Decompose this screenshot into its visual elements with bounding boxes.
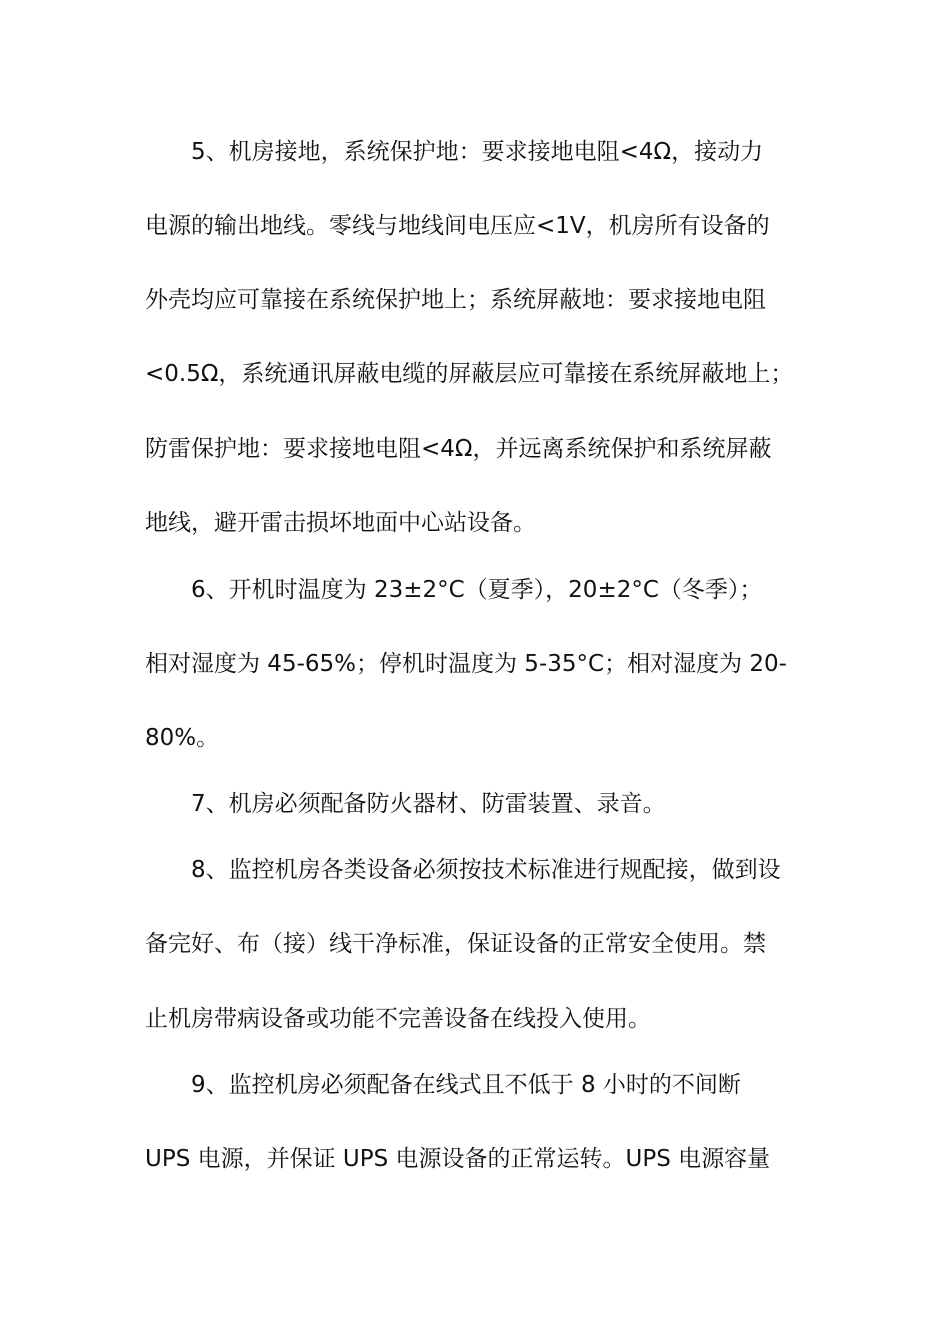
paragraph-5-line-6: 地线，避开雷击损坏地面中心站设备。 [145,510,536,536]
paragraph-6-line-3: 80%。 [145,725,220,751]
paragraph-6-line-1: 6、开机时温度为 23±2°C（夏季），20±2°C（冬季）； [191,577,763,603]
paragraph-8-line-2: 备完好、布（接）线干净标准，保证设备的正常安全使用。禁 [145,931,766,957]
paragraph-5-line-5: 防雷保护地：要求接地电阻<4Ω，并远离系统保护和系统屏蔽 [145,436,772,462]
paragraph-6-line-2: 相对湿度为 45-65%；停机时温度为 5-35°C；相对湿度为 20- [145,651,787,677]
paragraph-9-line-2: UPS 电源，并保证 UPS 电源设备的正常运转。UPS 电源容量 [145,1146,771,1172]
paragraph-5-line-3: 外壳均应可靠接在系统保护地上；系统屏蔽地：要求接地电阻 [145,287,766,313]
paragraph-5-line-2: 电源的输出地线。零线与地线间电压应<1V，机房所有设备的 [145,213,770,239]
paragraph-9-line-1: 9、监控机房必须配备在线式且不低于 8 小时的不间断 [191,1072,741,1098]
paragraph-5-line-1: 5、机房接地，系统保护地：要求接地电阻<4Ω，接动力 [191,139,764,165]
paragraph-8-line-3: 止机房带病设备或功能不完善设备在线投入使用。 [145,1006,651,1032]
paragraph-7-line-1: 7、机房必须配备防火器材、防雷装置、录音。 [191,791,666,817]
paragraph-5-line-4: <0.5Ω，系统通讯屏蔽电缆的屏蔽层应可靠接在系统屏蔽地上； [145,361,794,387]
paragraph-8-line-1: 8、监控机房各类设备必须按技术标准进行规配接，做到设 [191,857,781,883]
